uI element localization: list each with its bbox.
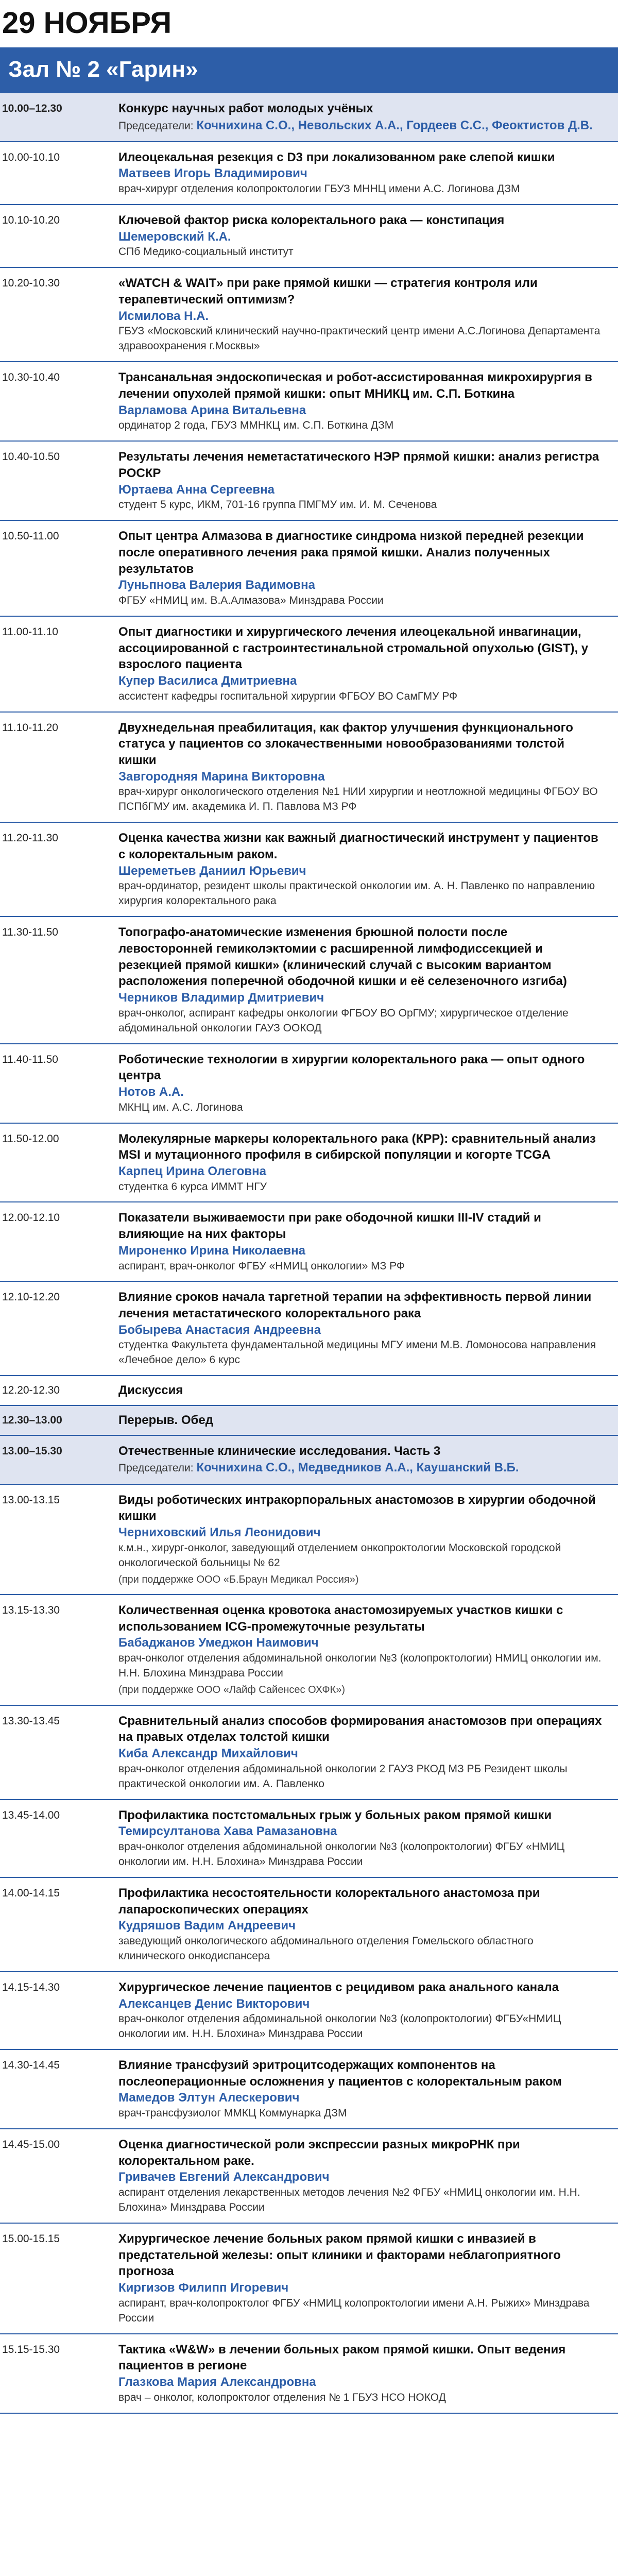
talk-row	[0, 617, 618, 713]
talk-row	[0, 713, 618, 823]
speaker-name: Гривачев Евгений Александрович	[118, 2170, 330, 2184]
talk-row	[0, 1202, 618, 1282]
talk-title: Отечественные клинические исследования. Часть 3	[118, 1444, 441, 1458]
time-slot: 12.00-12.10	[2, 1212, 60, 1224]
talk-content	[118, 1289, 618, 1368]
speaker-affiliation: врач-хирург отделения колопроктологии ГБУЗ МННЦ имени А.С. Логинова ДЗМ	[118, 183, 520, 195]
speaker-affiliation: заведующий онкологического абдоминального отделения Гомельского областного клинического онкодиспансера	[118, 1935, 534, 1962]
session-list	[0, 92, 618, 2414]
chairs-names: Кочнихина С.О., Невольских А.А., Гордеев С.С., Феоктистов Д.В.	[196, 118, 593, 132]
talk-row	[0, 2224, 618, 2334]
talk-content	[118, 149, 618, 197]
talk-content	[118, 924, 618, 1036]
speaker-name: Луньпнова Валерия Вадимовна	[118, 578, 315, 592]
time-slot: 10.50-11.00	[2, 530, 59, 543]
speaker-name: Юртаева Анна Сергеевна	[118, 482, 274, 497]
talk-title: Профилактика постстомальных грыж у больных раком прямой кишки	[118, 1808, 552, 1822]
talk-content	[118, 212, 618, 260]
speaker-name: Черниховский Илья Леонидович	[118, 1525, 321, 1539]
time-slot: 12.10-12.20	[2, 1291, 60, 1303]
time-slot: 10.20-10.30	[2, 277, 60, 290]
time-slot: 10.10-10.20	[2, 214, 60, 227]
talk-content	[118, 1807, 618, 1870]
speaker-affiliation: врач-онколог, аспирант кафедры онкологии ФГБОУ ВО ОрГМУ; хирургическое отделение абдоминальной онкологии ГАУЗ ООКОД	[118, 1007, 569, 1034]
talk-content	[118, 1602, 618, 1698]
talk-content	[118, 1979, 618, 2042]
speaker-name: Шемеровский К.А.	[118, 229, 231, 244]
time-slot: 14.00-14.15	[2, 1887, 60, 1899]
talk-title: «WATCH & WAIT» при раке прямой кишки — стратегия контроля или терапевтический оптимизм?	[118, 276, 538, 307]
talk-row	[0, 917, 618, 1044]
talk-row	[0, 1282, 618, 1376]
speaker-name: Темирсултанова Хава Рамазановна	[118, 1824, 337, 1839]
talk-row	[0, 2129, 618, 2224]
talk-content	[118, 2137, 618, 2215]
talk-content	[118, 1412, 618, 1429]
talk-title: Трансанальная эндоскопическая и робот-ассистированная микрохирургия в лечении опухолей прямой кишки: опыт МНИКЦ им. С.П. Боткина	[118, 370, 592, 401]
break-label: Перерыв. Обед	[118, 1413, 213, 1428]
talk-row	[0, 1044, 618, 1124]
talk-content	[118, 1713, 618, 1792]
speaker-affiliation: студентка Факультета фундаментальной медицины МГУ имени М.В. Ломоносова направления «Лечебное дело» 6 курс	[118, 1339, 596, 1366]
speaker-name: Завгородняя Марина Викторовна	[118, 769, 325, 784]
time-slot: 15.15-15.30	[2, 2343, 60, 2355]
talk-content	[118, 2342, 618, 2405]
speaker-affiliation: врач-онколог отделения абдоминальной онкологии №3 (колопроктологии) НМИЦ онкологии им. Н.Н. Блохина Минздрава России	[118, 1652, 602, 1680]
chairs-label: Председатели:	[118, 1462, 194, 1475]
speaker-name: Киба Александр Михайлович	[118, 1746, 298, 1760]
speaker-affiliation: СПб Медико-социальный институт	[118, 246, 294, 258]
talk-title: Результаты лечения неметастатического НЭР прямой кишки: анализ регистра РОСКР	[118, 450, 599, 481]
talk-row	[0, 205, 618, 268]
speaker-name: Алексанцев Денис Викторович	[118, 1996, 310, 2011]
chairs-names: Кочнихина С.О., Медведников А.А., Каушанский В.Б.	[196, 1461, 519, 1475]
talk-row	[0, 1485, 618, 1596]
program-break	[0, 1406, 618, 1436]
talk-row	[0, 1800, 618, 1878]
talk-content	[118, 720, 618, 815]
talk-row	[0, 2334, 618, 2414]
speaker-affiliation: врач-онколог отделения абдоминальной онкологии 2 ГАУЗ РКОД МЗ РБ Резидент школы практической онкологии им. А. Павленко	[118, 1762, 568, 1790]
speaker-affiliation: врач-хирург онкологического отделения №1 НИИ хирургии и неотложной медицины ФГБОУ ВО ПСПбГМУ им. академика И. П. Павлова МЗ РФ	[118, 786, 598, 813]
time-slot: 10.00-10.10	[2, 151, 60, 163]
talk-title: Профилактика несостоятельности колоректального анастомоза при лапароскопических операциях	[118, 1886, 540, 1917]
talk-row	[0, 521, 618, 617]
speaker-name: Бабаджанов Умеджон Наимович	[118, 1636, 319, 1650]
speaker-affiliation: врач-ординатор, резидент школы практической онкологии им. А. Н. Павленко по направлению хирургия колоректального рака	[118, 880, 595, 907]
talk-content	[118, 369, 618, 433]
talk-row	[0, 823, 618, 917]
speaker-affiliation: ГБУЗ «Московский клинический научно-практический центр имени А.С.Логинова Департамента здравоохранения г.Москвы»	[118, 325, 600, 352]
talk-row	[0, 362, 618, 442]
day-title: 29 НОЯБРЯ	[2, 6, 172, 40]
talk-content	[118, 528, 618, 608]
chairs-line	[118, 1459, 603, 1476]
talk-content	[118, 2057, 618, 2121]
speaker-name: Мироненко Ирина Николаевна	[118, 1243, 305, 1258]
talk-title: Ключевой фактор риска колоректального рака — констипация	[118, 213, 505, 228]
sponsor-note: (при поддержке ООО «Лайф Сайенсес ОХФК»)	[118, 1684, 346, 1696]
talk-title: Оценка диагностической роли экспрессии разных микроРНК при колоректальном раке.	[118, 2138, 520, 2168]
time-slot: 13.30-13.45	[2, 1715, 60, 1727]
speaker-affiliation: МКНЦ им. А.С. Логинова	[118, 1101, 243, 1113]
talk-title: Оценка качества жизни как важный диагностический инструмент у пациентов с колоректальным раком.	[118, 831, 598, 861]
time-slot: 11.50-12.00	[2, 1132, 59, 1145]
session-block	[0, 93, 618, 142]
talk-content	[118, 624, 618, 704]
talk-title: Роботические технологии в хирургии колоректального рака — опыт одного центра	[118, 1052, 585, 1083]
talk-row	[0, 1595, 618, 1706]
speaker-affiliation: студентка 6 курса ИММТ НГУ	[118, 1180, 267, 1193]
time-slot: 10.00–12.30	[2, 103, 62, 114]
program-break	[0, 1376, 618, 1406]
talk-content	[118, 449, 618, 513]
speaker-affiliation: врач-онколог отделения абдоминальной онкологии №3 (колопроктологии) ФГБУ«НМИЦ онкологии им. Н.Н. Блохина» Минздрава России	[118, 2013, 561, 2040]
speaker-name: Варламова Арина Витальевна	[118, 403, 306, 417]
speaker-affiliation: врач – онколог, колопроктолог отделения № 1 ГБУЗ НСО НОКОД	[118, 2391, 446, 2403]
talk-row	[0, 1972, 618, 2050]
speaker-name: Бобырева Анастасия Андреевна	[118, 1323, 321, 1337]
time-slot: 11.00-11.10	[2, 625, 58, 638]
talk-content	[118, 1443, 618, 1477]
talk-content	[118, 275, 618, 354]
chairs-line	[118, 117, 603, 134]
talk-content	[118, 1492, 618, 1587]
time-slot: 13.45-14.00	[2, 1809, 60, 1821]
talk-row	[0, 1124, 618, 1203]
speaker-name: Карпец Ирина Олеговна	[118, 1164, 266, 1178]
time-slot: 11.10-11.20	[2, 721, 58, 734]
speaker-name: Купер Василиса Дмитриевна	[118, 674, 297, 688]
time-slot: 11.40-11.50	[2, 1053, 58, 1065]
time-slot: 15.00-15.15	[2, 2233, 60, 2245]
talk-content	[118, 1131, 618, 1195]
speaker-affiliation: ординатор 2 года, ГБУЗ ММНКЦ им. С.П. Боткина ДЗМ	[118, 419, 394, 432]
speaker-name: Матвеев Игорь Владимирович	[118, 166, 307, 181]
talk-title: Влияние сроков начала таргетной терапии на эффективность первой линии лечения метастатического колоректального рака	[118, 1290, 592, 1321]
talk-title: Количественная оценка кровотока анастомозируемых участков кишки с использованием ICG-промежуточные результаты	[118, 1603, 563, 1634]
talk-title: Виды роботических интракорпоральных анастомозов в хирургии ободочной кишки	[118, 1493, 596, 1523]
talk-row	[0, 142, 618, 205]
talk-title: Двухнедельная преабилитация, как фактор улучшения функционального статуса у пациентов со злокачественными новообразованиями толстой кишки	[118, 720, 573, 767]
talk-title: Опыт центра Алмазова в диагностике синдрома низкой передней резекции после оперативного лечения рака прямой кишки. Анализ полученных результатов	[118, 529, 584, 576]
speaker-affiliation: аспирант, врач-онколог ФГБУ «НМИЦ онкологии» МЗ РФ	[118, 1260, 405, 1272]
talk-row	[0, 268, 618, 362]
speaker-name: Шереметьев Даниил Юрьевич	[118, 863, 306, 878]
talk-content	[118, 2231, 618, 2326]
time-slot: 11.30-11.50	[2, 926, 58, 939]
speaker-name: Нотов А.А.	[118, 1084, 184, 1099]
time-slot: 14.45-15.00	[2, 2139, 60, 2151]
talk-content	[118, 1885, 618, 1964]
talk-content	[118, 1210, 618, 1274]
speaker-affiliation: врач-трансфузиолог ММКЦ Коммунарка ДЗМ	[118, 2107, 347, 2120]
talk-content	[118, 100, 618, 134]
speaker-affiliation: студент 5 курс, ИКМ, 701-16 группа ПМГМУ им. И. М. Сеченова	[118, 499, 437, 511]
talk-title: Сравнительный анализ способов формирования анастомозов при операциях на правых отделах толстой кишки	[118, 1714, 602, 1744]
time-slot: 11.20-11.30	[2, 832, 58, 844]
talk-title: Конкурс научных работ молодых учёных	[118, 101, 373, 115]
talk-title: Влияние трансфузий эритроцитсодержащих компонентов на послеоперационные осложнения у пациентов с колоректальным раком	[118, 2058, 562, 2089]
time-slot: 13.00-13.15	[2, 1494, 60, 1506]
talk-title: Показатели выживаемости при раке ободочной кишки III-IV стадий и влияющие на них факторы	[118, 1211, 541, 1242]
talk-row	[0, 2050, 618, 2129]
speaker-name: Глазкова Мария Александровна	[118, 2375, 316, 2389]
time-slot: 12.20-12.30	[2, 1384, 60, 1397]
talk-title: Молекулярные маркеры колоректального рака (КРР): сравнительный анализ MSI и мутационного профиля в сибирской популяции и когорте TCGA	[118, 1131, 596, 1162]
talk-content	[118, 1382, 618, 1399]
time-slot: 13.15-13.30	[2, 1604, 60, 1617]
speaker-affiliation: аспирант отделения лекарственных методов лечения №2 ФГБУ «НМИЦ онкологии им. Н.Н. Блохина» Минздрава России	[118, 2187, 580, 2214]
talk-title: Илеоцекальная резекция с D3 при локализованном раке слепой кишки	[118, 150, 555, 164]
speaker-name: Черников Владимир Дмитриевич	[118, 990, 324, 1005]
talk-title: Тактика «W&W» в лечении больных раком прямой кишки. Опыт ведения пациентов в регионе	[118, 2342, 566, 2373]
hall-header: Зал № 2 «Гарин»	[0, 47, 618, 92]
talk-title: Хирургическое лечение больных раком прямой кишки с инвазией в предстательной железы: опыт клиники и факторами неблагоприятного прогноза	[118, 2232, 561, 2279]
speaker-name: Мамедов Элтун Алескерович	[118, 2091, 300, 2105]
speaker-name: Кудряшов Вадим Андреевич	[118, 1919, 296, 1933]
speaker-affiliation: ассистент кафедры госпитальной хирургии ФГБОУ ВО СамГМУ РФ	[118, 690, 458, 702]
speaker-name: Киргизов Филипп Игоревич	[118, 2281, 289, 2295]
talk-row	[0, 442, 618, 521]
time-slot: 10.30-10.40	[2, 371, 60, 384]
speaker-affiliation: врач-онколог отделения абдоминальной онкологии №3 (колопроктологии) ФГБУ «НМИЦ онкологии им. Н.Н. Блохина» Минздрава России	[118, 1840, 565, 1868]
talk-row	[0, 1706, 618, 1800]
talk-content	[118, 1052, 618, 1115]
time-slot: 13.00–15.30	[2, 1445, 62, 1457]
session-block	[0, 1436, 618, 1485]
talk-title: Хирургическое лечение пациентов с рецидивом рака анального канала	[118, 1980, 559, 1994]
speaker-affiliation: аспирант, врач-колопроктолог ФГБУ «НМИЦ колопроктологии имени А.Н. Рыжих» Минздрава России	[118, 2297, 590, 2324]
talk-content	[118, 830, 618, 909]
chairs-label: Председатели:	[118, 120, 194, 132]
time-slot: 14.30-14.45	[2, 2059, 60, 2072]
break-label: Дискуссия	[118, 1383, 183, 1398]
speaker-affiliation: к.м.н., хирург-онколог, заведующий отделением онкопроктологии Московской городской онкологической больницы № 62	[118, 1541, 561, 1569]
sponsor-note: (при поддержке ООО «Б.Браун Медикал Россия»)	[118, 1573, 359, 1585]
talk-title: Опыт диагностики и хирургического лечения илеоцекальной инвагинации, ассоциированной с гастроинтестинальной стромальной опухолью (GIST), у взрослого пациента	[118, 624, 589, 672]
time-slot: 12.30–13.00	[2, 1414, 62, 1427]
time-slot: 10.40-10.50	[2, 451, 60, 463]
speaker-name: Исмилова Н.А.	[118, 309, 209, 323]
speaker-affiliation: ФГБУ «НМИЦ им. В.А.Алмазова» Минздрава России	[118, 595, 384, 607]
time-slot: 14.15-14.30	[2, 1981, 60, 1993]
talk-row	[0, 1878, 618, 1972]
talk-title: Топографо-анатомические изменения брюшной полости после левосторонней гемиколэктомии с расширенной лимфодиссекцией и резекцией прямой кишки» (клинический случай с высоким вариантом расположения поперечной ободочной кишки и её селезеночного изгиба)	[118, 925, 567, 989]
